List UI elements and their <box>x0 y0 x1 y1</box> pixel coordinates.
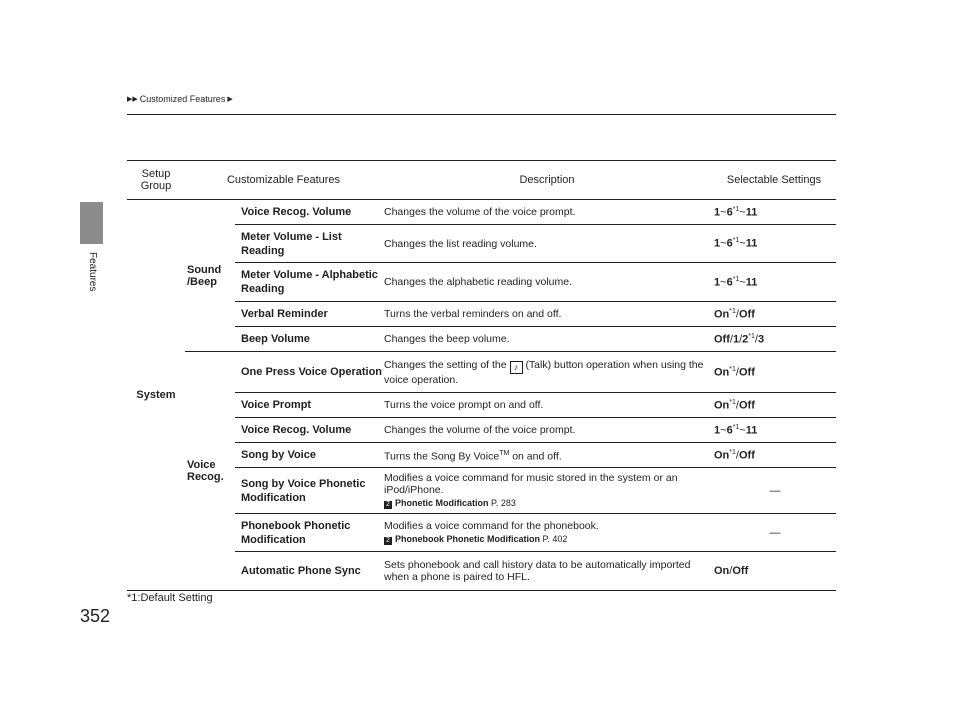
breadcrumb[interactable] <box>127 94 233 104</box>
feature-description: Modifies a voice command for music stored in the system or an iPod/iPhone. 2 Phonetic Modification P. 283 <box>382 468 712 514</box>
header-description: Description <box>382 161 712 200</box>
table-row <box>127 352 836 393</box>
table-row <box>127 200 836 225</box>
feature-setting: 1~6$^{*1}$~11 <box>712 418 836 443</box>
feature-description: Changes the beep volume. <box>382 327 712 352</box>
feature-name: Beep Volume <box>235 327 382 352</box>
feature-name: Voice Prompt <box>235 393 382 418</box>
subgroup-label: Voice Recog. <box>185 352 235 591</box>
feature-description: Changes the volume of the voice prompt. <box>382 418 712 443</box>
table-header-row <box>127 161 836 200</box>
header-customizable-features: Customizable Features <box>185 161 382 200</box>
header-setup-group: Setup Group <box>127 161 185 200</box>
feature-description: Turns the Song By Voice™ on and off. <box>382 443 712 468</box>
feature-description: Changes the setting of the ♪ (Talk) button operation when using the voice operation. <box>382 352 712 393</box>
cross-reference-link[interactable]: 2 Phonebook Phonetic Modification P. 402 <box>384 533 712 545</box>
header-selectable-settings: Selectable Settings <box>712 161 836 200</box>
feature-name: Automatic Phone Sync <box>235 552 382 591</box>
feature-description: Changes the volume of the voice prompt. <box>382 200 712 225</box>
feature-name: Song by Voice <box>235 443 382 468</box>
feature-setting: On/Off <box>712 552 836 591</box>
feature-description: Turns the verbal reminders on and off. <box>382 302 712 327</box>
group-label: System <box>127 200 185 591</box>
breadcrumb-label[interactable]: Customized Features <box>139 94 226 104</box>
feature-setting: On$^{*1}$/Off <box>712 352 836 393</box>
feature-name: Voice Recog. Volume <box>235 418 382 443</box>
feature-setting: On$^{*1}$/Off <box>712 393 836 418</box>
cross-reference-link[interactable]: 2 Phonetic Modification P. 283 <box>384 497 712 509</box>
feature-setting: — <box>712 468 836 514</box>
section-side-label: Features <box>87 252 98 292</box>
feature-description: Changes the alphabetic reading volume. <box>382 263 712 302</box>
feature-name: One Press Voice Operation <box>235 352 382 393</box>
feature-setting: 1~6$^{*1}$~11 <box>712 263 836 302</box>
feature-name: Voice Recog. Volume <box>235 200 382 225</box>
footnote: *1:Default Setting <box>127 592 213 604</box>
reference-arrow-icon: 2 <box>384 537 392 545</box>
feature-setting: 1~6$^{*1}$~11 <box>712 200 836 225</box>
feature-setting: Off/1/2$^{*1}$/3 <box>712 327 836 352</box>
reference-arrow-icon: 2 <box>384 501 392 509</box>
feature-name: Song by Voice Phonetic Modification <box>235 468 382 514</box>
feature-setting: 1~6$^{*1}$~11 <box>712 225 836 263</box>
feature-description: Turns the voice prompt on and off. <box>382 393 712 418</box>
feature-name: Meter Volume - Alphabetic Reading <box>235 263 382 302</box>
feature-name: Phonebook Phonetic Modification <box>235 514 382 552</box>
feature-description: Sets phonebook and call history data to be automatically imported when a phone is paired to HFL. <box>382 552 712 591</box>
feature-setting: On$^{*1}$/Off <box>712 443 836 468</box>
feature-name: Verbal Reminder <box>235 302 382 327</box>
breadcrumb-arrow-icon: ▶▶ <box>127 96 138 103</box>
header-rule <box>127 114 836 115</box>
page-number: 352 <box>80 606 111 626</box>
feature-setting: — <box>712 514 836 552</box>
breadcrumb-arrow-icon: ▶ <box>227 96 233 103</box>
feature-description: Changes the list reading volume. <box>382 225 712 263</box>
subgroup-label: Sound /Beep <box>185 200 235 352</box>
feature-description: Modifies a voice command for the phonebook. 2 Phonebook Phonetic Modification P. 402 <box>382 514 712 552</box>
feature-setting: On$^{*1}$/Off <box>712 302 836 327</box>
section-tab-marker <box>80 202 103 244</box>
talk-button-icon: ♪ <box>510 361 523 374</box>
feature-name: Meter Volume - List Reading <box>235 225 382 263</box>
customization-table <box>127 160 836 591</box>
